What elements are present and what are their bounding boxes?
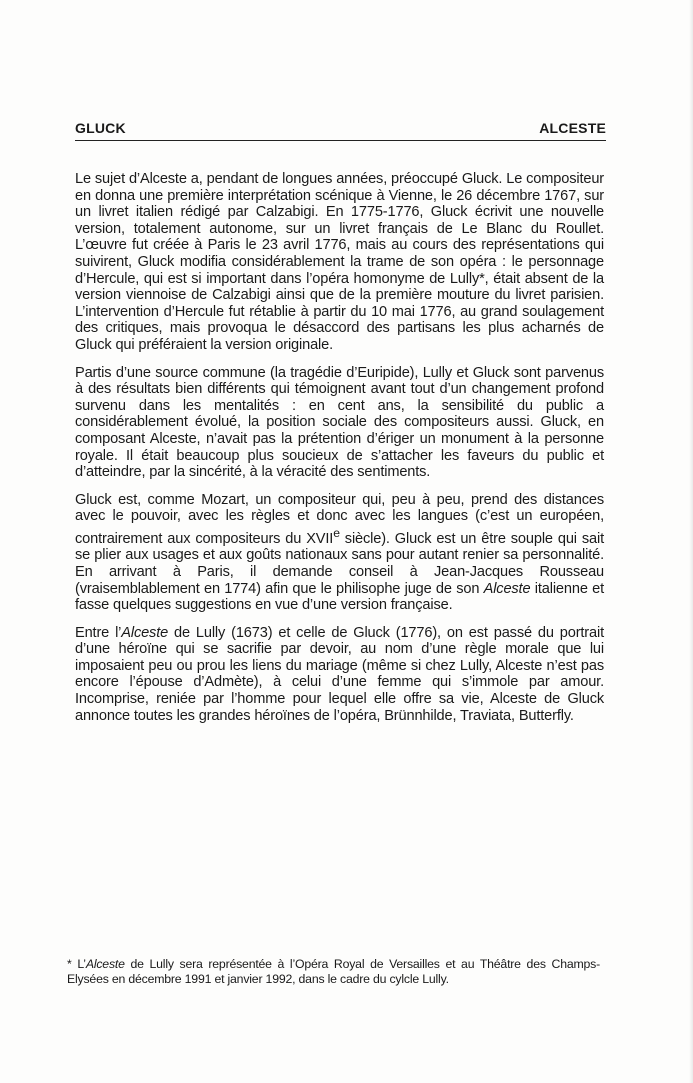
body-text [75,171,604,735]
footnote-text-a: * L’ [67,957,86,971]
paragraph-3-text-c: italienne et fasse quelques suggestions en vue d’une version française. [75,580,604,614]
footnote-text-b: de Lully sera représentée à l’Opéra Royal de Versailles et au Théâtre des Champs-Elysées en décembre 1991 et janvier 1992, dans le cadre du cylcle Lully. [67,957,601,986]
work-title-italic: Alceste [121,624,169,641]
work-title-italic: Alceste [483,580,531,597]
running-header [75,118,606,141]
paragraph-4-text-a: Entre l’ [75,624,122,641]
footnote-work-title: Alceste [85,957,125,971]
century-superscript: e [333,525,340,540]
paragraph-1 [75,171,604,354]
header-composer: GLUCK [75,120,126,136]
page-edge-shadow [689,0,693,1083]
footnote [67,957,600,987]
paragraph-3-text-b: siècle). Gluck est un être souple qui sait se plier aux usages et aux goûts nationaux sans pour autant renier sa personnalité. En arrivant à Paris, il demande conseil à Jean-Jacques Rousseau (vraisemblablement en 1774) afin que le philisophe juge de son [75,530,604,597]
header-work-title: ALCESTE [539,120,606,136]
paragraph-4 [75,625,604,725]
paragraph-4-text-b: de Lully (1673) et celle de Gluck (1776), on est passé du portrait d’une héroïne qui se sacrifie par devoir, au nom d’une règle morale que lui imposaient peu ou prou les liens du mariage (même si chez Lully, Alceste n’est pas encore l’épouse d’Admète), à celui d’une femme qui s’immole par amour. Incomprise, reniée par l’homme pour lequel elle offre sa vie, Alceste de Gluck annonce toutes les grandes héroïnes de l’opéra, Brünnhilde, Traviata, Butterfly. [75,624,604,724]
paragraph-3-text-a: Gluck est, comme Mozart, un compositeur qui, peu à peu, prend des distances avec le pouvoir, avec les règles et donc avec les langues (c’est un européen, contrairement aux compositeurs du XVII [75,491,604,547]
paragraph-2-text: Partis d’une source commune (la tragédie d’Euripide), Lully et Gluck sont parvenus à des résultats bien différents qui témoignent avant tout d’un changement profond survenu dans les mentalités : en cent ans, la sensibilité du public a considérablement évolué, la position sociale des compositeurs aussi. Gluck, en composant Alceste, n’avait pas la prétention d’ériger un monument à la personne royale. Il était beaucoup plus soucieux de s’attacher les faveurs du public et d’atteindre, par la sincérité, à la véracité des sentiments. [75,364,604,481]
paragraph-3 [75,492,604,614]
paragraph-2 [75,365,604,481]
paragraph-1-text: Le sujet d’Alceste a, pendant de longues années, préoccupé Gluck. Le compositeur en donna une première interprétation scénique à Vienne, le 26 décembre 1767, sur un livret italien rédigé par Calzabigi. En 1775-1776, Gluck écrivit une nouvelle version, totalement autonome, sur un livret français de Le Blanc du Roullet. L’œuvre fut créée à Paris le 23 avril 1776, mais au cours des représentations qui suivirent, Gluck modifia considérablement la trame de son opéra : le personnage d’Hercule, qui est si important dans l’opéra homonyme de Lully*, était absent de la version viennoise de Calzabigi ainsi que de la première mouture du livret parisien. L’intervention d’Hercule fut rétablie à partir du 10 mai 1776, au grand soulagement des critiques, mais provoqua le désaccord des partisans les plus acharnés de Gluck qui préféraient la version originale. [75,171,604,353]
